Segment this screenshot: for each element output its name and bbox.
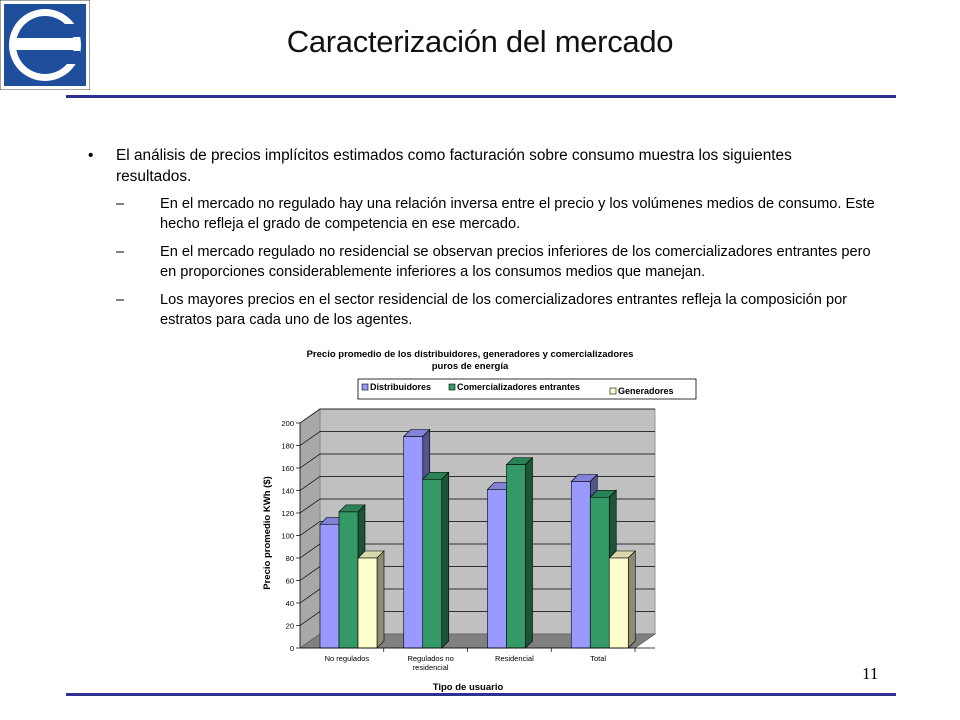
bar [339, 512, 358, 648]
legend-swatch [362, 384, 368, 390]
legend-label: Comercializadores entrantes [457, 382, 581, 392]
x-tick-label: residencial [412, 663, 449, 672]
slide-number: 11 [862, 664, 879, 683]
bar [358, 558, 377, 648]
bar [507, 465, 526, 648]
header-divider [66, 95, 896, 98]
chart-title: puros de energía [431, 361, 509, 372]
legend-label: Generadores [618, 386, 674, 396]
bar [423, 479, 442, 648]
y-tick-label: 40 [285, 599, 294, 608]
sub-bullet-text: Los mayores precios en el sector residencial de los comercializadores entrantes refleja la composición por estratos para cada uno de los agentes. [160, 292, 848, 328]
bullet-text: El análisis de precios implícitos estimados como facturación sobre consumo muestra los siguientes resultados. [116, 147, 792, 185]
bar [404, 437, 423, 649]
y-tick-label: 60 [285, 576, 294, 586]
y-tick-label: 160 [281, 464, 294, 473]
y-tick-label: 20 [285, 621, 294, 631]
bar [571, 482, 590, 649]
bar [590, 497, 609, 648]
y-axis-title: Precio promedio KWh ($) [262, 476, 273, 590]
bar-side [377, 551, 384, 648]
y-tick-label: 140 [281, 486, 294, 496]
y-tick-label: 100 [281, 531, 294, 541]
sub-bullet-list [88, 194, 888, 330]
footer-divider [66, 693, 896, 696]
x-tick-label: Regulados no [407, 654, 454, 663]
x-tick-label: Total [590, 654, 607, 663]
slide-body [88, 145, 888, 338]
sub-bullet-item [116, 290, 888, 330]
bar-side [442, 472, 449, 648]
price-bar-chart [240, 345, 720, 695]
page-title: Caracterización del mercado [286, 24, 674, 59]
bar [609, 558, 628, 648]
bar-side [526, 458, 533, 648]
bar [320, 524, 339, 648]
y-tick-label: 200 [281, 419, 294, 428]
sub-bullet-marker: – [116, 196, 125, 212]
y-tick-label: 80 [285, 554, 294, 563]
bullet-marker: • [88, 147, 94, 164]
y-tick-label: 180 [281, 441, 294, 451]
x-axis-title: Tipo de usuario [432, 682, 504, 693]
x-tick-label: Residencial [494, 654, 534, 663]
x-tick-label: No regulados [324, 654, 370, 663]
sub-bullet-text: En el mercado regulado no residencial se observan precios inferiores de los comercializadores entrantes pero en proporciones considerablemente inferiores a los consumos medios que manejan. [160, 244, 871, 280]
bar-side [628, 551, 635, 648]
sub-bullet-marker: – [116, 244, 125, 260]
chart-canvas [240, 345, 720, 695]
sub-bullet-marker: – [116, 292, 125, 308]
y-tick-label: 0 [289, 644, 294, 653]
chart-title: Precio promedio de los distribuidores, generadores y comercializadores [306, 349, 634, 360]
sub-bullet-item [116, 242, 888, 282]
legend-swatch [449, 384, 455, 390]
sub-bullet-item [116, 194, 888, 234]
sub-bullet-text: En el mercado no regulado hay una relación inversa entre el precio y los volúmenes medios de consumo. Este hecho refleja el grado de competencia en ese mercado. [160, 196, 875, 232]
bar [488, 489, 507, 648]
bullet-item [88, 145, 888, 187]
legend-label: Distribuidores [370, 382, 432, 392]
y-tick-label: 120 [281, 509, 294, 518]
legend-swatch [610, 388, 616, 394]
